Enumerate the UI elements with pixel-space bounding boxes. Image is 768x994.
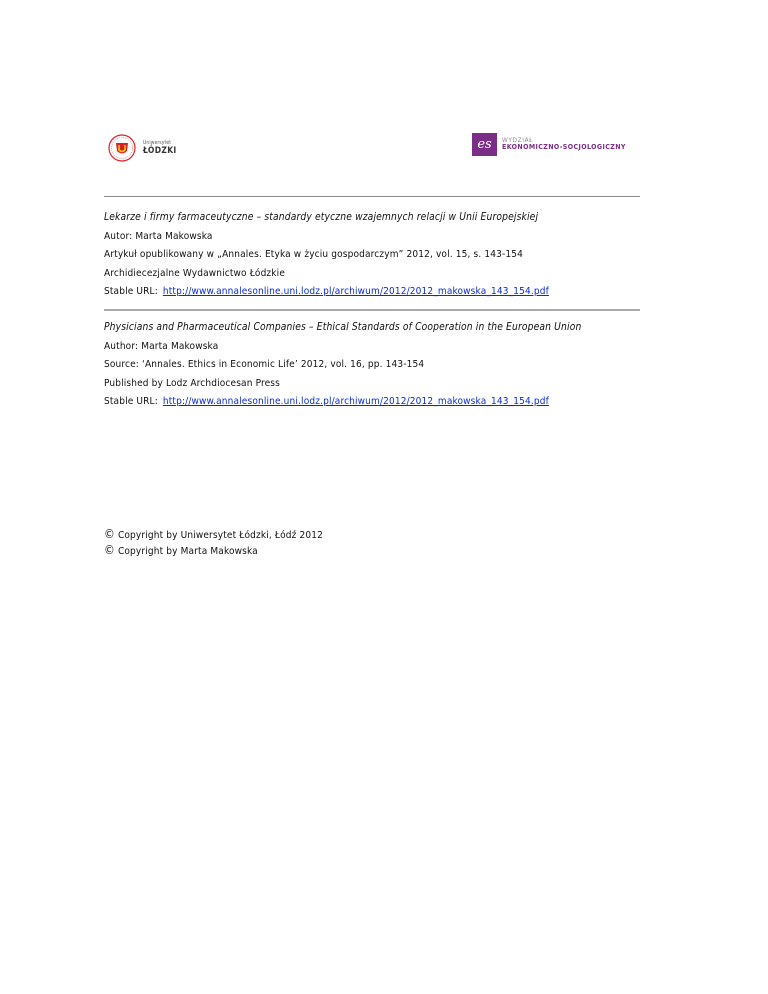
english-publisher: Published by Lodz Archdiocesan Press — [104, 377, 280, 389]
copyright-line-2 — [104, 543, 323, 559]
english-author: Author: Marta Makowska — [104, 340, 219, 352]
polish-stable-url-link[interactable]: http://www.annalesonline.uni.lodz.pl/archiwum/2012/2012_makowska_143_154.pdf — [162, 286, 549, 298]
polish-stable-url-label: Stable URL: — [104, 286, 158, 298]
university-logo-small-text: Uniwersytet — [143, 139, 172, 146]
polish-publisher: Archidiecezjalne Wydawnictwo Łódzkie — [104, 267, 286, 279]
university-seal-icon — [108, 134, 136, 162]
english-citation — [104, 319, 644, 412]
university-logo — [108, 134, 177, 162]
copyright-icon: © — [104, 527, 115, 541]
polish-stable-url-row — [104, 283, 644, 302]
faculty-logo — [472, 133, 626, 156]
polish-published-in: Artykuł opublikowany w „Annales. Etyka w życiu gospodarczym” 2012, vol. 15, s. 143-154 — [104, 249, 523, 261]
faculty-logo-name: EKONOMICZNO-SOCJOLOGICZNY — [502, 143, 626, 152]
polish-author: Autor: Marta Makowska — [104, 230, 213, 242]
english-source: Source: ‘Annales. Ethics in Economic Life’ 2012, vol. 16, pp. 143-154 — [104, 359, 425, 371]
polish-title: Lekarze i firmy farmaceutyczne – standardy etyczne wzajemnych relacji w Unii Europejskiej — [104, 212, 539, 223]
polish-citation — [104, 209, 644, 302]
faculty-logo-small-text: WYDZIAŁ — [502, 136, 534, 145]
copyright-text-1: Copyright by Uniwersytet Łódzki, Łódź 2012 — [117, 530, 323, 541]
english-stable-url-label: Stable URL: — [104, 396, 158, 408]
copyright-line-1 — [104, 527, 323, 543]
faculty-logo-mark: es — [472, 133, 497, 156]
university-logo-name: ŁÓDZKI — [143, 145, 177, 156]
middle-divider — [104, 309, 640, 311]
top-divider — [104, 196, 640, 197]
english-title: Physicians and Pharmaceutical Companies – Ethical Standards of Cooperation in the European Union — [104, 322, 582, 333]
english-stable-url-row — [104, 393, 644, 412]
english-stable-url-link[interactable]: http://www.annalesonline.uni.lodz.pl/archiwum/2012/2012_makowska_143_154.pdf — [162, 396, 549, 408]
copyright-icon: © — [104, 542, 115, 557]
copyright-block — [104, 527, 323, 558]
copyright-text-2: Copyright by Marta Makowska — [117, 545, 258, 557]
